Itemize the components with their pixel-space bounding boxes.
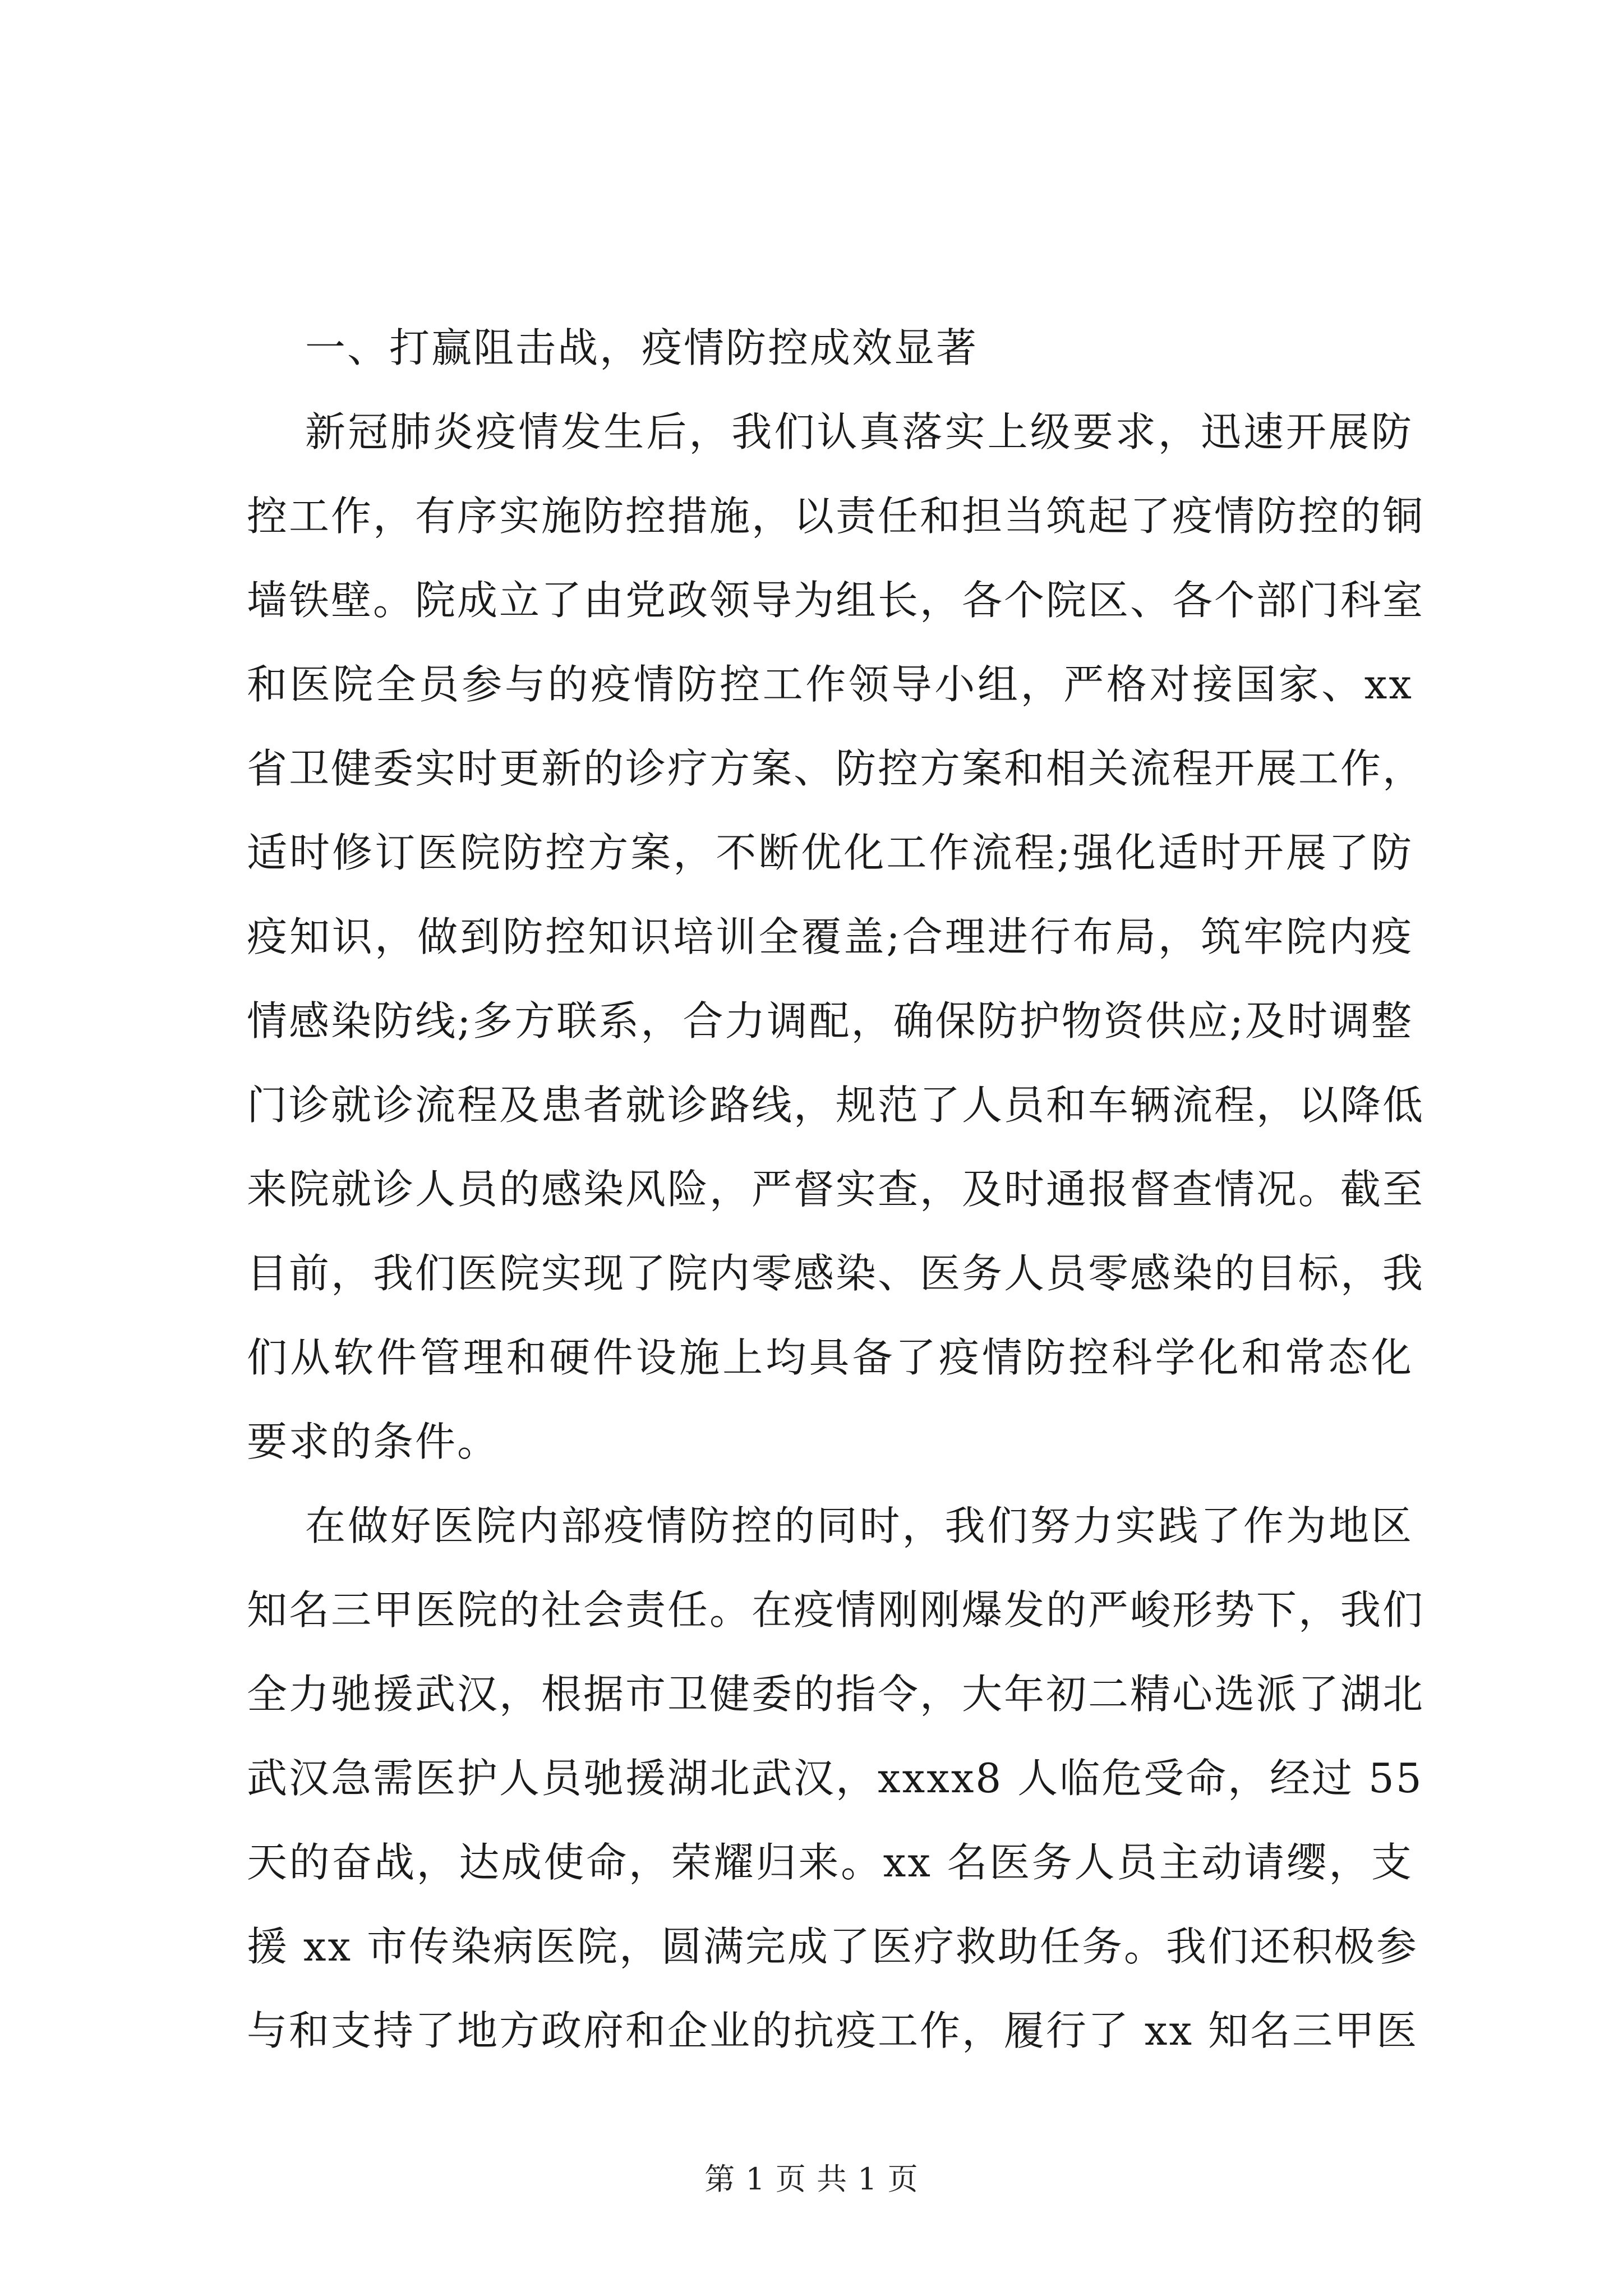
text-line: 援 xx 市传染病医院，圆满完成了医疗救助任务。我们还积极参 <box>247 1923 1418 1970</box>
text-line: 适时修订医院防控方案，不断优化工作流程;强化适时开展了防 <box>247 829 1413 876</box>
text-line: 情感染防线;多方联系，合力调配，确保防护物资供应;及时调整 <box>247 997 1413 1045</box>
text-line: 门诊就诊流程及患者就诊路线，规范了人员和车辆流程，以降低 <box>247 1082 1425 1129</box>
text-line: 来院就诊人员的感染风险，严督实查，及时通报督查情况。截至 <box>247 1166 1425 1213</box>
document-body <box>247 306 1425 2073</box>
text-line: 天的奋战，达成使命，荣耀归来。xx 名医务人员主动请缨，支 <box>247 1839 1413 1886</box>
text-line: 控工作，有序实施防控措施，以责任和担当筑起了疫情防控的铜 <box>247 493 1425 540</box>
text-line: 墙铁壁。院成立了由党政领导为组长，各个院区、各个部门科室 <box>247 577 1425 624</box>
text-line: 和医院全员参与的疫情防控工作领导小组，严格对接国家、xx <box>247 661 1413 708</box>
paragraph-social-responsibility <box>247 1484 1425 2073</box>
text-line: 在做好医院内部疫情防控的同时，我们努力实践了作为地区 <box>305 1502 1413 1549</box>
text-line: 武汉急需医护人员驰援湖北武汉，xxxx8 人临危受命，经过 55 <box>247 1755 1423 1802</box>
text-line: 省卫健委实时更新的诊疗方案、防控方案和相关流程开展工作， <box>247 745 1425 792</box>
text-line: 要求的条件。 <box>247 1418 500 1465</box>
text-line: 与和支持了地方政府和企业的抗疫工作，履行了 xx 知名三甲医 <box>247 2007 1418 2054</box>
text-line: 目前，我们医院实现了院内零感染、医务人员零感染的目标，我 <box>247 1250 1425 1297</box>
page-footer: 第 1 页 共 1 页 <box>704 2161 919 2197</box>
text-line: 们从软件管理和硬件设施上均具备了疫情防控科学化和常态化 <box>247 1334 1413 1381</box>
paragraph-epidemic-control <box>247 390 1425 1484</box>
text-line: 疫知识，做到防控知识培训全覆盖;合理进行布局，筑牢院内疫 <box>247 913 1413 960</box>
text-line: 全力驰援武汉，根据市卫健委的指令，大年初二精心选派了湖北 <box>247 1671 1425 1718</box>
text-line: 知名三甲医院的社会责任。在疫情刚刚爆发的严峻形势下，我们 <box>247 1586 1425 1634</box>
section-heading: 一、打赢阻击战，疫情防控成效显著 <box>305 324 979 371</box>
text-line: 新冠肺炎疫情发生后，我们认真落实上级要求，迅速开展防 <box>305 408 1413 455</box>
